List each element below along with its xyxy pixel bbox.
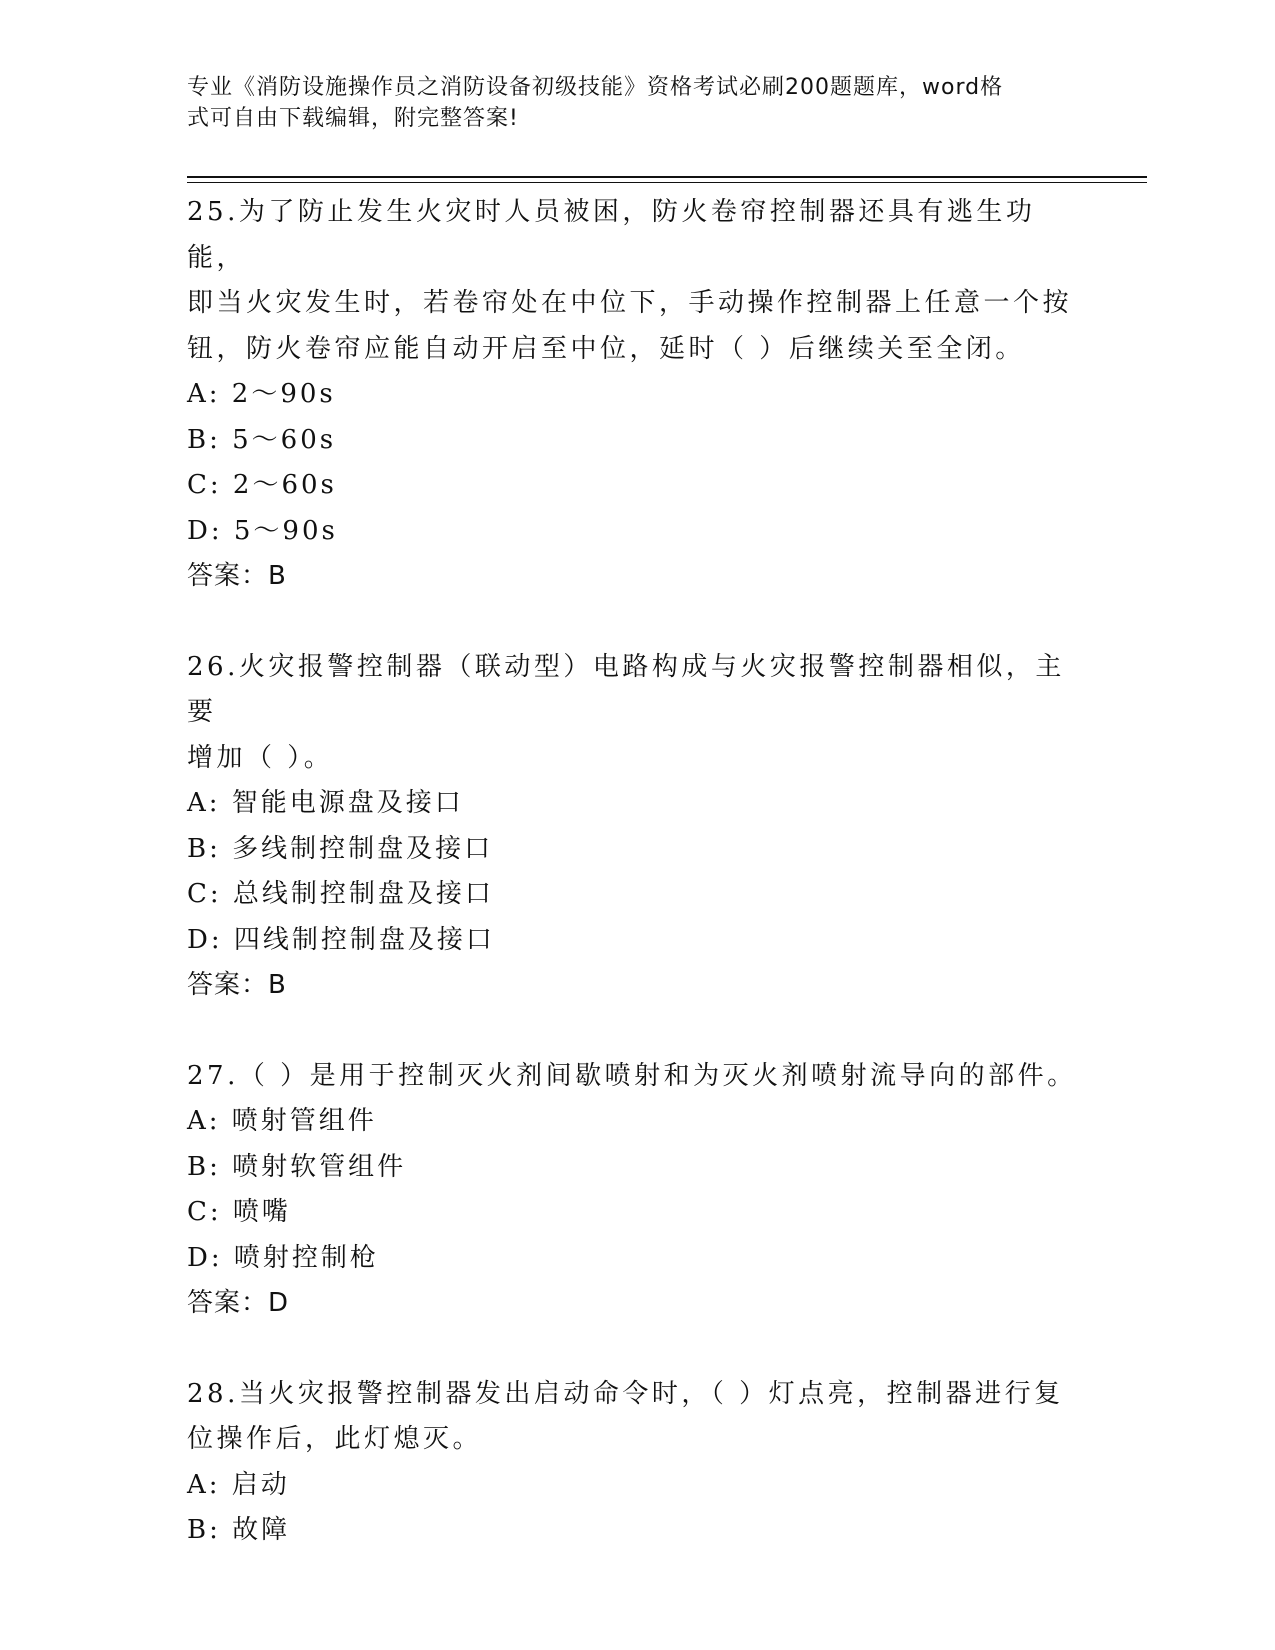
- stem-line: 25.为了防止发生火灾时人员被困，防火卷帘控制器还具有逃生功能，: [187, 197, 1036, 273]
- option-d: D: 喷射控制枪: [187, 1242, 379, 1273]
- header-divider-thin: [187, 182, 1147, 183]
- question-27: [187, 1054, 1087, 1327]
- option-c: C: 喷嘴: [187, 1197, 291, 1227]
- question-stem: [187, 190, 1087, 372]
- stem-line: 28.当火灾报警控制器发出启动命令时，（ ）灯点亮，控制器进行复: [187, 1378, 1064, 1409]
- question-stem: [187, 1372, 1087, 1463]
- option-b: B: 故障: [187, 1515, 291, 1545]
- answer: 答案：D: [187, 1288, 290, 1318]
- question-26: [187, 645, 1087, 1009]
- option-a: A: 智能电源盘及接口: [187, 788, 464, 818]
- stem-line: 26.火灾报警控制器（联动型）电路构成与火灾报警控制器相似，主要: [187, 651, 1065, 727]
- option-c: C: 总线制控制盘及接口: [187, 879, 494, 909]
- option-a: A: 2～90s: [187, 379, 336, 409]
- stem-line: 即当火灾发生时，若卷帘处在中位下，手动操作控制器上任意一个按: [187, 288, 1073, 318]
- question-25: [187, 190, 1087, 600]
- option-b: B: 5～60s: [187, 424, 337, 455]
- option-d: D: 5～90s: [187, 515, 338, 546]
- option-b: B: 喷射软管组件: [187, 1151, 407, 1182]
- header-line-2: 式可自由下载编辑，附完整答案!: [187, 106, 519, 131]
- option-b: B: 多线制控制盘及接口: [187, 833, 494, 864]
- question-28: [187, 1372, 1087, 1554]
- option-c: C: 2～60s: [187, 470, 337, 500]
- stem-line: 位操作后，此灯熄灭。: [187, 1424, 483, 1454]
- option-d: D: 四线制控制盘及接口: [187, 924, 495, 955]
- option-a: A: 启动: [187, 1469, 290, 1500]
- question-list: [187, 190, 1087, 1599]
- stem-line: 增加（ ）。: [187, 742, 334, 773]
- stem-line: 钮，防火卷帘应能自动开启至中位，延时（ ）后继续关至全闭。: [187, 333, 1025, 364]
- header-divider-thick: [187, 176, 1147, 178]
- question-stem: [187, 645, 1087, 782]
- question-stem: [187, 1054, 1087, 1100]
- answer: 答案：B: [187, 561, 287, 591]
- option-a: A: 喷射管组件: [187, 1106, 377, 1136]
- header-line-1: 专业《消防设施操作员之消防设备初级技能》资格考试必刷200题题库，word格: [187, 75, 1004, 100]
- stem-line: 27.（ ）是用于控制灭火剂间歇喷射和为灭火剂喷射流导向的部件。: [187, 1060, 1077, 1091]
- document-header: [187, 72, 1067, 134]
- answer: 答案：B: [187, 970, 287, 1000]
